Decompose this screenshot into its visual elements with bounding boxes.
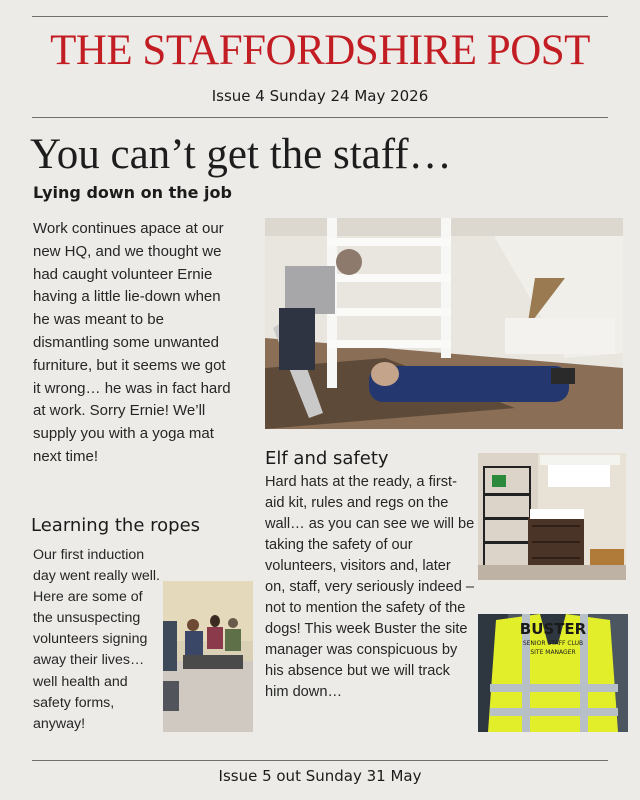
top-rule: [32, 16, 608, 17]
issue-line: Issue 4 Sunday 24 May 2026: [211, 87, 429, 105]
article2-title: Learning the ropes: [31, 515, 201, 536]
vest-line2: SITE MANAGER: [530, 649, 576, 656]
article2-body: Our first induction day went really well. Here are some of the unsuspecting volunteers signing away their lives… well health and safety forms, anyway!: [33, 547, 160, 732]
masthead: THE STAFFORDSHIRE POST: [50, 27, 590, 74]
vest-line1: SENIOR STAFF CLUB: [522, 640, 584, 647]
photo-induction-day: [163, 581, 253, 732]
photo-ernie-lying: [265, 218, 623, 429]
article3-title: Elf and safety: [265, 448, 389, 469]
article1-body: Work continues apace at our new HQ, and we thought we had caught volunteer Ernie having a little lie-down when he was meant to be dismantling some unwanted furniture, but it seems we got it wrong… he was in fact hard at work. Sorry Ernie! We’ll supply you with a yoga mat next time!: [33, 220, 231, 465]
article3-body: Hard hats at the ready, a first-aid kit, rules and regs on the wall… as you can see we will be taking the safety of our volunteers, visitors and, later on, staff, very seriously indeed – not to mention the safety of the dogs! This week Buster the site manager was conspicuous by his absence but we will track him down…: [265, 474, 475, 700]
headline: You can’t get the staff…: [30, 131, 452, 178]
vest-name: BUSTER: [519, 620, 587, 638]
photo-buster-vest: [478, 614, 628, 732]
article1-subhead: Lying down on the job: [33, 183, 232, 202]
masthead-rule: [32, 117, 608, 118]
photo-safety-room: [478, 453, 626, 580]
footer-next-issue: Issue 5 out Sunday 31 May: [218, 767, 422, 785]
footer-rule: [32, 760, 608, 761]
